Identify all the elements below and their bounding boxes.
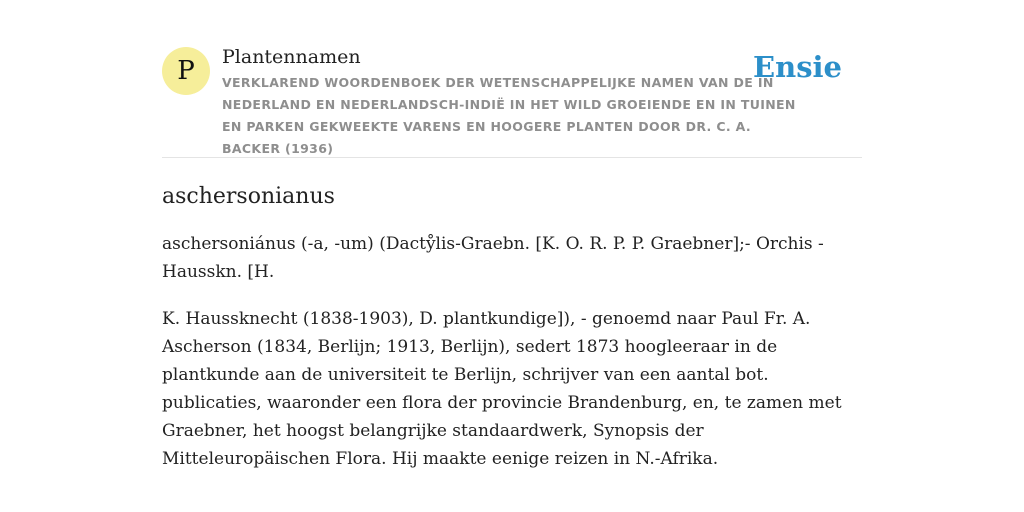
entry-paragraph: aschersoniánus (-a, -um) (Dactẙlis-Graebn. [K. O. R. P. P. Graebner];- Orchis -Hausskn. [H. bbox=[162, 234, 824, 282]
source-title[interactable]: Plantennamen bbox=[222, 46, 361, 68]
ensie-logo[interactable]: Ensie bbox=[753, 50, 842, 84]
entry-title: aschersonianus bbox=[162, 184, 335, 209]
source-header bbox=[162, 44, 862, 158]
source-subtitle: VERKLAREND WOORDENBOEK DER WETENSCHAPPELIJKE NAMEN VAN DE IN NEDERLAND EN NEDERLANDSCH-INDIË IN HET WILD GROEIENDE EN IN TUINEN EN PARKEN GEKWEEKTE VARENS EN HOOGERE PLANTEN DOOR DR. C. A. BACKER (1936) bbox=[222, 75, 796, 156]
source-avatar[interactable]: P bbox=[162, 47, 210, 95]
entry-paragraph: K. Haussknecht (1838-1903), D. plantkundige]), - genoemd naar Paul Fr. A. Ascherson (1834, Berlijn; 1913, Berlijn), sedert 1873 hoogleeraar in de plantkunde aan de universiteit te Berlijn, schrijver van een aantal bot. publicaties, waaronder een flora der provincie Brandenburg, en, te zamen met Graebner, het hoogst belangrijke standaardwerk, Synopsis der Mitteleuropäischen Flora. Hij maakte eenige reizen in N.-Afrika. bbox=[162, 309, 842, 469]
entry-content bbox=[162, 182, 867, 492]
